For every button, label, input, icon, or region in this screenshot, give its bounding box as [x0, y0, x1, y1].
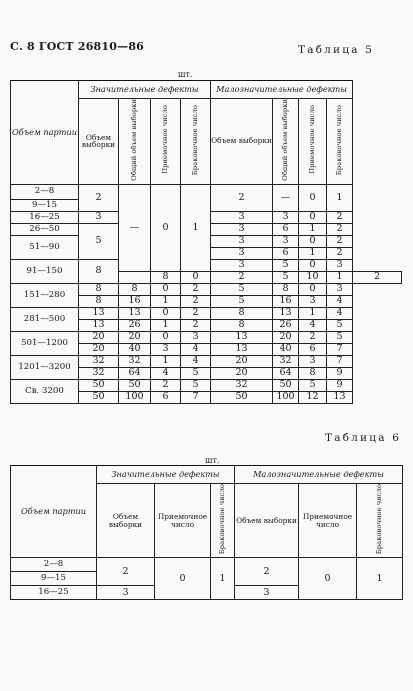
t5-major-sample: 5 [79, 223, 119, 259]
t5-minor-reject: 13 [327, 391, 353, 403]
t6-minor-sample: 3 [235, 586, 299, 600]
t5-col-major-accept: Приемочное число [161, 105, 170, 175]
t5-col-minor-sample: Объем выборки [211, 99, 273, 185]
t5-major-total: 13 [119, 307, 151, 319]
t5-major-reject: 5 [181, 379, 211, 391]
t5-lot: 501—1200 [11, 331, 79, 355]
t5-major-accept: 6 [151, 391, 181, 403]
t5-minor-accept: 4 [299, 319, 327, 331]
t5-major-total: 8 [151, 271, 181, 283]
t5-major-total: 26 [119, 319, 151, 331]
t5-minor-accept: 1 [299, 247, 327, 259]
t5-major-sample: 20 [79, 331, 119, 343]
t5-major-accept: 0 [181, 271, 211, 283]
t5-minor-total: 16 [273, 295, 299, 307]
t5-minor-reject: 9 [327, 379, 353, 391]
t5-major-accept: 0 [151, 331, 181, 343]
t5-minor-reject: 2 [327, 247, 353, 259]
t5-major-sample: 8 [79, 283, 119, 295]
t5-major-reject: 3 [181, 331, 211, 343]
t5-minor-total: 100 [273, 391, 299, 403]
t5-minor-accept: 3 [299, 355, 327, 367]
t5-major-reject: 2 [181, 307, 211, 319]
t5-col-major-reject: Браковочное число [191, 104, 200, 175]
t5-minor-sample: 3 [211, 259, 273, 271]
t5-minor-sample: 20 [211, 355, 273, 367]
t5-minor-total: 6 [273, 223, 299, 235]
t5-col-lot: Объем партии [11, 81, 79, 185]
t5-major-sample: 13 [79, 319, 119, 331]
t5-minor-total: 3 [273, 235, 299, 247]
t5-minor-total: 50 [273, 379, 299, 391]
t5-minor-total: 6 [273, 247, 299, 259]
t5-minor-reject: 7 [327, 343, 353, 355]
t5-major-reject: 2 [181, 295, 211, 307]
t5-major-reject: 2 [181, 283, 211, 295]
t5-major-accept: 1 [151, 355, 181, 367]
t5-lot: 9—15 [11, 199, 79, 211]
t5-col-minor-accept: Приемочное число [308, 105, 317, 175]
t5-minor-accept: 6 [299, 343, 327, 355]
t5-minor-accept: 12 [299, 391, 327, 403]
t6-col-minor-sample: Объем выборки [235, 484, 299, 558]
t5-minor-reject: 4 [327, 307, 353, 319]
t5-major-total: 50 [119, 379, 151, 391]
t6-major-sample: 3 [97, 586, 155, 600]
t5-minor-accept: 5 [299, 379, 327, 391]
t6-group-minor: Малозначительные дефекты [235, 466, 403, 484]
t5-minor-reject: 2 [327, 211, 353, 223]
t5-major-total: 100 [119, 391, 151, 403]
t5-minor-sample: 5 [211, 283, 273, 295]
t5-major-total: 16 [119, 295, 151, 307]
t5-major-accept: 0 [151, 184, 181, 271]
t5-minor-sample: 5 [273, 271, 299, 283]
t5-minor-reject: 2 [353, 271, 402, 283]
t6-col-minor-accept: Приемочное число [299, 484, 357, 558]
t5-major-reject: 2 [181, 319, 211, 331]
t5-lot: 2—8 [11, 184, 79, 199]
t5-major-sample: 3 [79, 211, 119, 223]
t6-minor-accept: 0 [299, 558, 357, 600]
t6-col-lot: Объем партии [11, 466, 97, 558]
t5-minor-sample: 8 [211, 319, 273, 331]
t5-lot: 281—500 [11, 307, 79, 331]
t5-minor-total: 26 [273, 319, 299, 331]
table6-title: Таблица 6 [325, 432, 402, 444]
t5-major-sample: 32 [79, 355, 119, 367]
t5-minor-sample: 13 [211, 343, 273, 355]
t5-minor-total-blank [119, 271, 151, 283]
t5-major-reject: 4 [181, 355, 211, 367]
t5-major-sample: 50 [79, 391, 119, 403]
t5-minor-total: 40 [273, 343, 299, 355]
t5-major-total: 64 [119, 367, 151, 379]
t5-major-reject: 4 [181, 343, 211, 355]
t6-lot: 9—15 [11, 572, 97, 586]
t5-minor-sample: 8 [211, 307, 273, 319]
t6-major-sample: 2 [97, 558, 155, 586]
t5-minor-reject: 9 [327, 367, 353, 379]
page-header: С. 8 ГОСТ 26810—86 [10, 40, 145, 53]
t5-lot: 26—50 [11, 223, 79, 235]
table5-title: Таблица 5 [298, 44, 375, 56]
t6-col-minor-reject: Браковочное число [375, 484, 384, 555]
t5-minor-sample: 2 [211, 184, 273, 211]
t5-minor-reject: 3 [327, 259, 353, 271]
t5-minor-total: 13 [273, 307, 299, 319]
t5-lot: 151—280 [11, 283, 79, 307]
t5-major-total: 32 [119, 355, 151, 367]
t5-major-accept: 4 [151, 367, 181, 379]
t5-lot: Св. 3200 [11, 379, 79, 403]
t5-lot: 16—25 [11, 211, 79, 223]
t5-major-total: 20 [119, 331, 151, 343]
t5-major-total: — [119, 184, 151, 271]
t5-minor-sample: 3 [211, 211, 273, 223]
t5-major-total: 8 [119, 283, 151, 295]
t5-minor-accept: 2 [299, 331, 327, 343]
t5-minor-reject: 1 [327, 184, 353, 211]
t5-lot: 51—90 [11, 235, 79, 259]
t5-major-accept: 2 [151, 379, 181, 391]
t5-group-minor: Малозначительные дефекты [211, 81, 353, 99]
t5-minor-accept: 1 [299, 223, 327, 235]
t5-minor-sample: 13 [211, 331, 273, 343]
t5-minor-total: 32 [273, 355, 299, 367]
t5-minor-accept: 0 [299, 283, 327, 295]
t5-minor-total: 20 [273, 331, 299, 343]
t5-minor-total: 64 [273, 367, 299, 379]
t5-major-accept: 0 [151, 283, 181, 295]
t5-major-sample: 13 [79, 307, 119, 319]
t5-minor-accept: 0 [299, 259, 327, 271]
t5-minor-reject: 2 [327, 235, 353, 247]
t5-major-sample: 2 [79, 184, 119, 211]
t5-major-total: 40 [119, 343, 151, 355]
t5-minor-sample: 50 [211, 391, 273, 403]
t5-minor-reject: 4 [327, 295, 353, 307]
t5-major-accept: 1 [151, 295, 181, 307]
t5-major-reject: 1 [181, 184, 211, 271]
t5-lot: 1201—3200 [11, 355, 79, 379]
t5-minor-accept: 1 [299, 307, 327, 319]
t6-major-accept: 0 [155, 558, 211, 600]
t5-major-accept: 3 [151, 343, 181, 355]
t5-minor-total: 8 [273, 283, 299, 295]
t6-col-major-accept: Приемочное число [155, 484, 211, 558]
t5-minor-sample: 32 [211, 379, 273, 391]
t5-minor-total: — [273, 184, 299, 211]
t5-minor-reject: 3 [327, 283, 353, 295]
table5 [10, 80, 402, 404]
t6-col-major-reject: Браковочное число [218, 484, 227, 555]
t5-minor-accept: 0 [299, 184, 327, 211]
t5-minor-sample: 20 [211, 367, 273, 379]
t5-minor-accept: 3 [299, 295, 327, 307]
t5-major-reject: 2 [211, 271, 273, 283]
t5-group-major: Значительные дефекты [79, 81, 211, 99]
table5-unit: шт. [178, 70, 193, 79]
t5-major-sample: 8 [79, 259, 119, 283]
t5-major-accept: 0 [151, 307, 181, 319]
t5-minor-sample: 3 [211, 235, 273, 247]
t5-col-minor-total: Общий объем выборки [281, 99, 290, 181]
table6 [10, 465, 403, 600]
t5-minor-sample: 3 [211, 247, 273, 259]
t5-major-sample: 32 [79, 367, 119, 379]
t5-minor-accept: 0 [299, 211, 327, 223]
t5-minor-sample: 5 [211, 295, 273, 307]
t5-col-minor-reject: Браковочное число [335, 104, 344, 175]
t6-group-major: Значительные дефекты [97, 466, 235, 484]
t6-minor-reject: 1 [357, 558, 403, 600]
t6-minor-sample: 2 [235, 558, 299, 586]
t6-lot: 16—25 [11, 586, 97, 600]
t5-col-major-sample: Объем выборки [79, 99, 119, 185]
t5-minor-reject: 5 [327, 319, 353, 331]
t5-minor-accept: 8 [299, 367, 327, 379]
t5-major-reject: 7 [181, 391, 211, 403]
t5-major-sample: 20 [79, 343, 119, 355]
table6-unit: шт. [205, 456, 220, 465]
t5-minor-total: 3 [273, 211, 299, 223]
t6-lot: 2—8 [11, 558, 97, 572]
t5-minor-sample: 3 [211, 223, 273, 235]
t5-minor-total: 10 [299, 271, 327, 283]
t5-minor-accept: 0 [299, 235, 327, 247]
t5-major-reject: 5 [181, 367, 211, 379]
t5-col-major-total: Общий объем выборки [130, 99, 139, 181]
t5-major-sample: 8 [79, 295, 119, 307]
t5-minor-reject: 2 [327, 223, 353, 235]
t5-major-sample: 50 [79, 379, 119, 391]
t5-minor-reject: 7 [327, 355, 353, 367]
t6-major-reject: 1 [211, 558, 235, 600]
t5-major-accept: 1 [151, 319, 181, 331]
t5-lot: 91—150 [11, 259, 79, 283]
t5-minor-reject: 5 [327, 331, 353, 343]
t6-col-major-sample: Объем выборки [97, 484, 155, 558]
t5-minor-total: 5 [273, 259, 299, 271]
t5-minor-accept: 1 [327, 271, 353, 283]
